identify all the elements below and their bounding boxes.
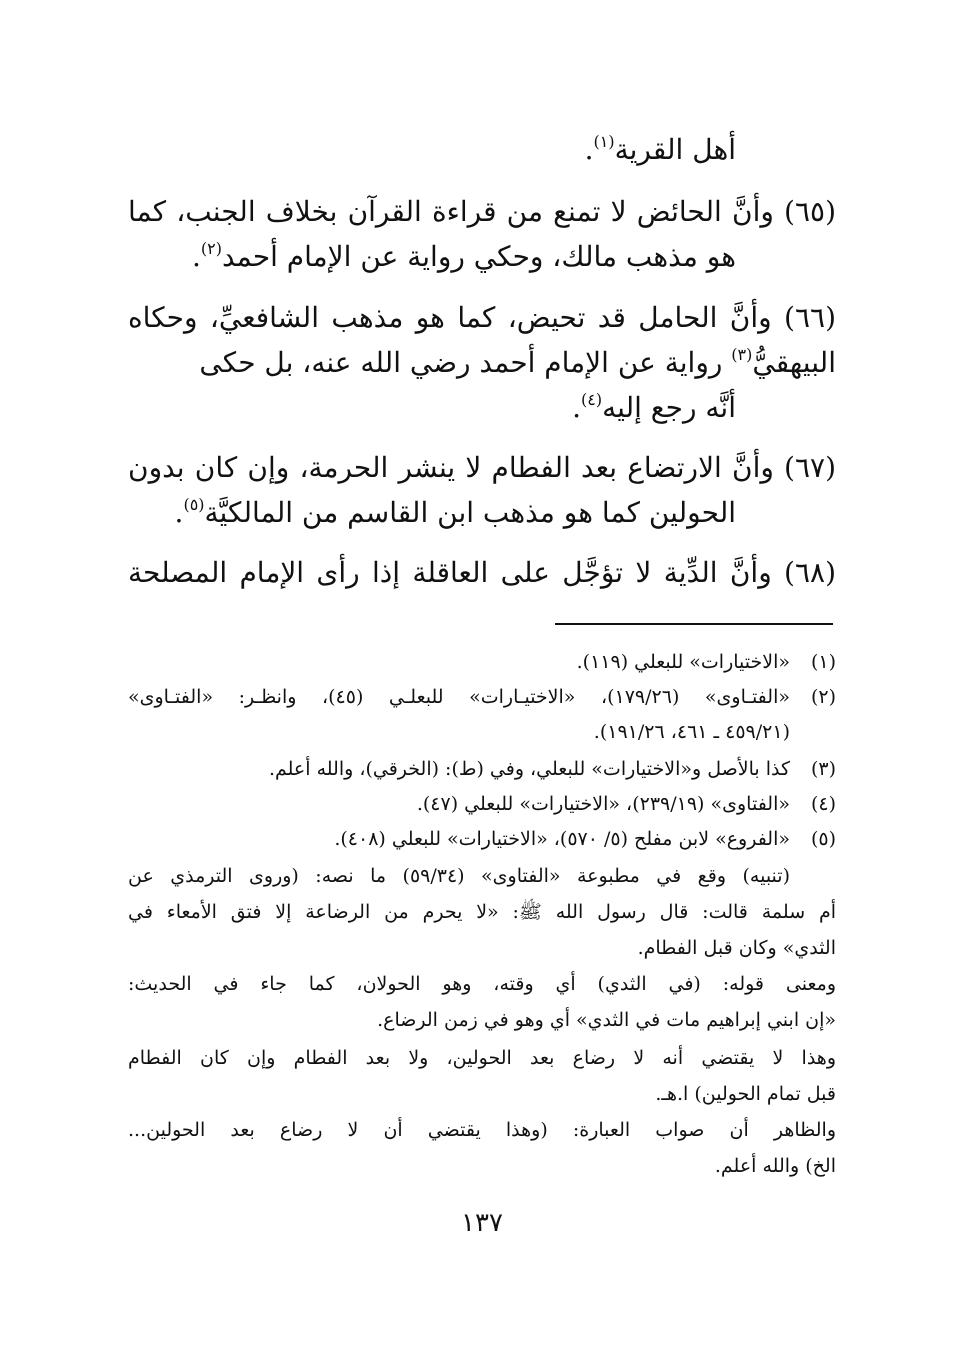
para-66-line-1: (٦٦) وأنَّ الحامل قد تحيض، كما هو مذهب الشافعيِّ، وحكاه (128, 301, 836, 334)
para-66-line-2-b: رواية عن الإمام أحمد رضي الله عنه، بل حكى (199, 346, 732, 379)
para-67-period: . (174, 496, 184, 529)
para-67-line-1: (٦٧) وأنَّ الارتضاع بعد الفطام لا ينشر الحرمة، وإن كان بدون (128, 451, 836, 484)
footnote-5-note-line-8: والظاهر أن صواب العبارة: (وهذا يقتضي أن لا رضاع بعد الحولين... (128, 1119, 836, 1141)
footnote-5-number: (٥) (810, 828, 836, 850)
footnote-ref-4: (٤) (581, 390, 603, 409)
footnote-2-number: (٢) (810, 686, 836, 708)
footnote-5-text: «الفروع» لابن مفلح (٥/ ٥٧٠)، «الاختيارات» للبعلي (٤٠٨). (334, 828, 790, 850)
footnote-5-note-line-4: ومعنى قوله: (في الثدي) أي وقته، وهو الحولان، كما جاء في الحديث: (128, 973, 836, 995)
para-66-line-2-a: البيهقيُّ (752, 346, 836, 379)
footnote-separator (555, 623, 833, 625)
para-67-line-2-text: الحولين كما هو مذهب ابن القاسم من المالكيَّة (204, 496, 736, 529)
page-number: ١٣٧ (461, 1208, 503, 1238)
para-68-line-1: (٦٨) وأنَّ الدِّية لا تؤجَّل على العاقلة إذا رأى الإمام المصلحة (128, 556, 836, 589)
footnote-1-text: «الاختيارات» للبعلي (١١٩). (576, 651, 790, 673)
intro-text: أهل القرية (614, 133, 736, 166)
footnote-5-note-line-7: قبل تمام الحولين) ا.هـ. (655, 1083, 836, 1105)
footnote-5-note-line-6: وهذا لا يقتضي أنه لا رضاع بعد الحولين، ولا بعد الفطام وإن كان الفطام (128, 1047, 836, 1069)
para-65-period: . (191, 240, 201, 273)
para-66-period: . (572, 391, 582, 424)
footnote-ref-5: (٥) (183, 495, 205, 514)
footnote-ref-1: (١) (593, 132, 615, 151)
footnote-ref-3: (٣) (731, 345, 753, 364)
footnote-5-note-line-3: الثدي» وكان قبل الفطام. (637, 937, 836, 959)
para-66-line-2 (199, 343, 836, 383)
footnote-1-number: (١) (810, 651, 836, 673)
para-66-line-3 (572, 388, 736, 428)
footnote-2-line-1: «الفتـاوى» (١٧٩/٢٦)، «الاختيـارات» للبعلـي (٤٥)، وانظـر: «الفتـاوى» (128, 686, 790, 708)
footnote-ref-2: (٢) (200, 239, 222, 258)
para-65-line-1: (٦٥) وأنَّ الحائض لا تمنع من قراءة القرآن بخلاف الجنب، كما (128, 195, 836, 228)
para-66-line-3-text: أنَّه رجع إليه (602, 391, 736, 424)
footnote-5-note-line-5: «إن ابني إبراهيم مات في الثدي» أي وهو في زمن الرضاع. (377, 1009, 836, 1031)
intro-line (585, 130, 736, 170)
footnote-4-text: «الفتاوى» (٢٣٩/١٩)، «الاختيارات» للبعلي (٤٧). (416, 793, 790, 815)
footnote-2-line-2: (٤٥٩/٢١ ـ ٤٦١، ١٩١/٢٦). (593, 721, 790, 743)
footnote-3-text: كذا بالأصل و«الاختيارات» للبعلي، وفي (ط): (الخرقي)، والله أعلم. (268, 758, 790, 780)
para-65-line-2 (192, 237, 736, 277)
footnote-5-note-line-2: أم سلمة قالت: قال رسول الله ﷺ: «لا يحرم من الرضاعة إلا فتق الأمعاء في (128, 901, 836, 923)
para-65-line-2-text: هو مذهب مالك، وحكي رواية عن الإمام أحمد (221, 240, 736, 273)
footnote-5-note-line-9: الخ) والله أعلم. (714, 1155, 836, 1177)
para-67-line-2 (175, 493, 736, 533)
intro-period: . (584, 133, 594, 166)
footnote-4-number: (٤) (810, 793, 836, 815)
footnote-5-note-line-1: (تنبيه) وقع في مطبوعة «الفتاوى» (٥٩/٣٤) ما نصه: (وروى الترمذي عن (128, 865, 790, 887)
footnote-3-number: (٣) (810, 758, 836, 780)
